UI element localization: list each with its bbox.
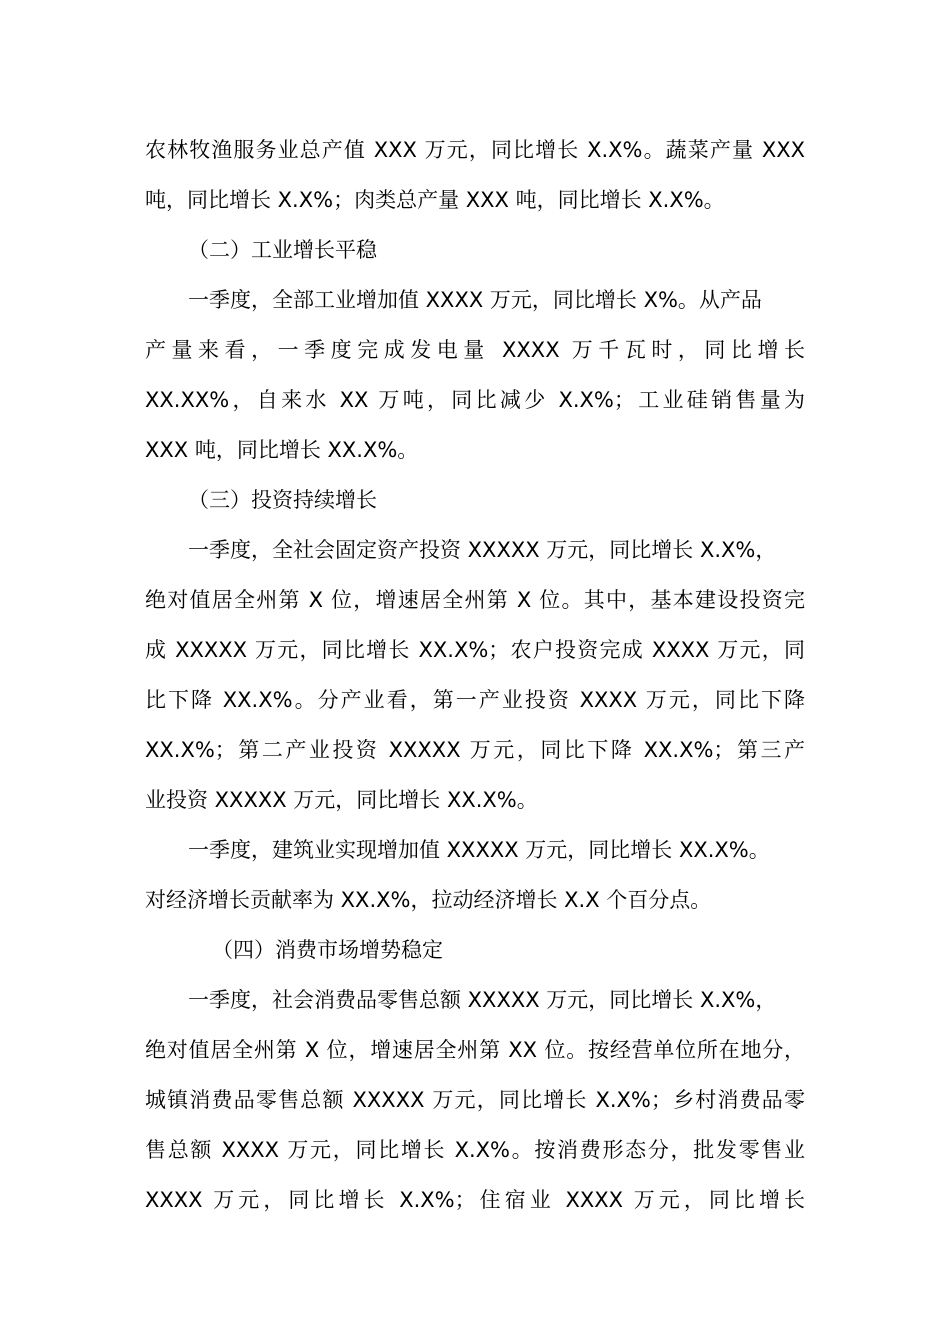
body-text-line: 一季度，社会消费品零售总额 XXXXX 万元，同比增长 X.X%， [188, 988, 777, 1012]
body-text-line: XXXX 万元，同比增长 X.X%；住宿业 XXXX 万元，同比增长 [145, 1188, 805, 1212]
body-text-line: 对经济增长贡献率为 XX.X%，拉动经济增长 X.X 个百分点。 [145, 888, 712, 912]
body-text-line: 绝对值居全州第 X 位，增速居全州第 X 位。其中，基本建设投资完 [145, 588, 805, 612]
body-text-line: 城镇消费品零售总额 XXXXX 万元，同比增长 X.X%；乡村消费品零 [145, 1088, 805, 1112]
body-text-line: 成 XXXXX 万元，同比增长 XX.X%；农户投资完成 XXXX 万元，同 [145, 638, 805, 662]
section-heading-industry: （二）工业增长平稳 [188, 238, 377, 262]
body-text-line: 一季度，建筑业实现增加值 XXXXX 万元，同比增长 XX.X%。 [188, 838, 770, 862]
body-text-line: 产量来看，一季度完成发电量 XXXX 万千瓦时，同比增长 [145, 338, 805, 362]
body-text-line: XX.X%；第二产业投资 XXXXX 万元，同比下降 XX.X%；第三产 [145, 738, 805, 762]
body-text-line: XXX 吨，同比增长 XX.X%。 [145, 438, 419, 462]
body-text-line: 售总额 XXXX 万元，同比增长 X.X%。按消费形态分，批发零售业 [145, 1138, 805, 1162]
section-heading-investment: （三）投资持续增长 [188, 488, 377, 512]
body-text-line: 比下降 XX.X%。分产业看，第一产业投资 XXXX 万元，同比下降 [145, 688, 805, 712]
section-heading-consumption: （四）消费市场增势稳定 [212, 938, 443, 962]
body-text-line: 吨，同比增长 X.X%；肉类总产量 XXX 吨，同比增长 X.X%。 [145, 188, 725, 212]
body-text-line: 业投资 XXXXX 万元，同比增长 XX.X%。 [145, 788, 538, 812]
body-text-line: 农林牧渔服务业总产值 XXX 万元，同比增长 X.X%。蔬菜产量 XXX [145, 138, 805, 162]
body-text-line: 一季度，全社会固定资产投资 XXXXX 万元，同比增长 X.X%， [188, 538, 777, 562]
body-text-line: 一季度，全部工业增加值 XXXX 万元，同比增长 X%。从产品 [188, 288, 762, 312]
body-text-line: 绝对值居全州第 X 位，增速居全州第 XX 位。按经营单位所在地分， [145, 1038, 805, 1062]
body-text-line: XX.XX%，自来水 XX 万吨，同比减少 X.X%；工业硅销售量为 [145, 388, 805, 412]
